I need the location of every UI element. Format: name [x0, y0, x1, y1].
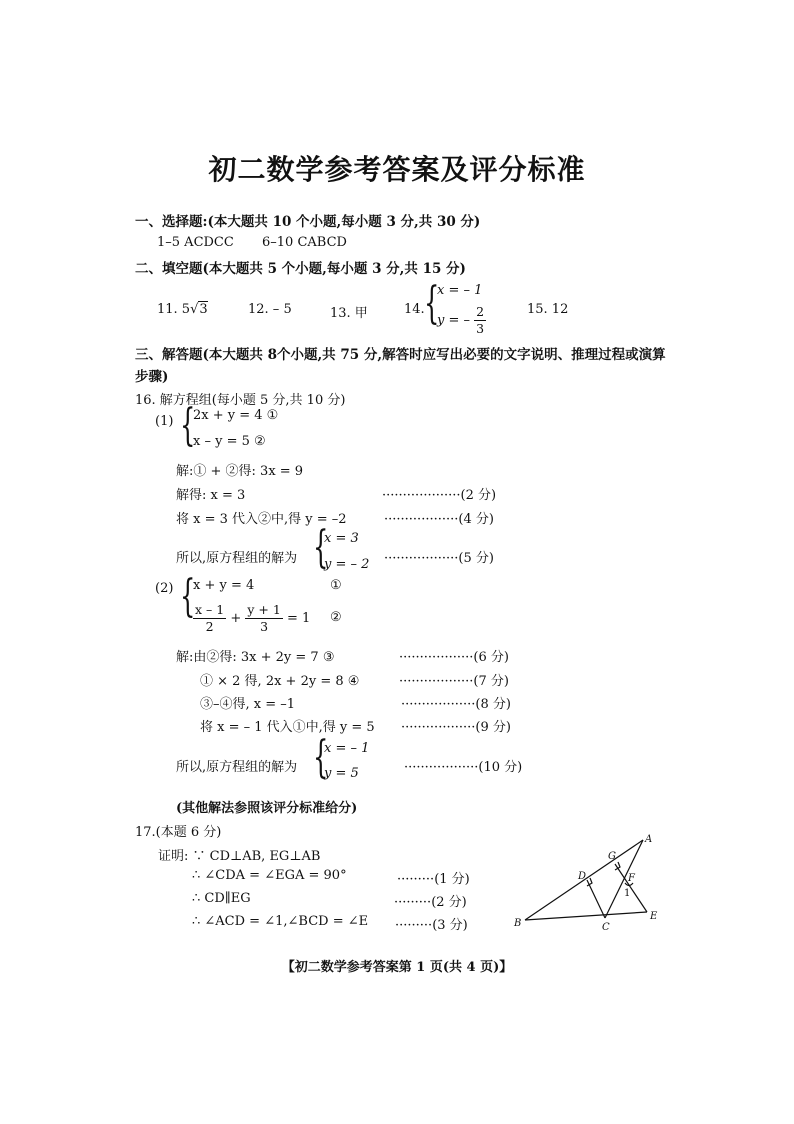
- q17-label: 17.(本题 6 分): [135, 825, 222, 840]
- q16-part2-eq1-mark: ①: [330, 578, 342, 593]
- q16-part2-eq2-mark: ②: [330, 610, 342, 625]
- q16-part2-frac1-num: x – 1: [195, 602, 225, 617]
- q17-line4: ∴ ∠ACD = ∠1,∠BCD = ∠E: [192, 914, 369, 929]
- q16-part1-eq2: x – y = 5 ②: [193, 434, 266, 449]
- answer-14-brace: {: [424, 278, 440, 329]
- q16-part2-eq2: [193, 602, 310, 635]
- answer-15: 15. 12: [527, 302, 569, 317]
- section3-heading-line1: 三、解答题(本大题共 8个小题,共 75 分,解答时应写出必要的文字说明、推理过程或演算: [135, 347, 666, 363]
- q17-line3-score: ·········(2 分): [394, 895, 467, 910]
- q16-part2-brace: {: [180, 571, 196, 622]
- section1-heading: 一、选择题:(本大题共 10 个小题,每小题 3 分,共 30 分): [135, 214, 481, 230]
- answer-14-line2: [437, 304, 486, 337]
- label-B: B: [514, 918, 522, 929]
- segment-BE: [525, 912, 647, 920]
- q16-part1-label: (1): [155, 414, 174, 429]
- answer-11: [157, 302, 208, 317]
- q16-part1-step4-score: ··················(5 分): [384, 551, 494, 566]
- label-C: C: [602, 922, 610, 933]
- q16-part2-frac1: [193, 602, 226, 635]
- page-footer: 【初二数学参考答案第 1 页(共 4 页)】: [281, 960, 513, 975]
- q17-line3: ∴ CD∥EG: [192, 891, 251, 906]
- answer-11-prefix: 11. 5: [157, 302, 191, 317]
- label-angle-1: 1: [624, 888, 631, 899]
- q16-part1-solution-brace: {: [313, 522, 329, 573]
- page-title: 初二数学参考答案及评分标准: [208, 153, 586, 186]
- q17-line1: 证明: ∵ CD⊥AB, EG⊥AB: [158, 849, 321, 864]
- answer-14-line1: x = – 1: [437, 283, 483, 298]
- answer-14-fraction: [474, 304, 486, 337]
- q16-label: 16. 解方程组(每小题 5 分,共 10 分): [135, 393, 346, 408]
- q16-part1-eq1: 2x + y = 4 ①: [193, 408, 279, 423]
- q16-part2-step3-score: ··················(8 分): [401, 697, 511, 712]
- q16-part2-step5: 所以,原方程组的解为: [176, 760, 298, 775]
- segment-CD: [587, 880, 605, 918]
- answer-14-line2-prefix: y = –: [437, 313, 471, 328]
- q16-part1-step4: 所以,原方程组的解为: [176, 551, 298, 566]
- q16-part2-step1-score: ··················(6 分): [399, 650, 509, 665]
- q16-part2-frac2: [245, 602, 282, 635]
- label-D: D: [578, 871, 587, 882]
- q16-part1-step2-score: ···················(2 分): [382, 488, 497, 503]
- label-F: F: [628, 873, 635, 884]
- q17-line4-score: ·········(3 分): [395, 918, 468, 933]
- radical-sign: √: [190, 302, 199, 317]
- answer-13: 13. 甲: [330, 306, 368, 321]
- q16-part2-label: (2): [155, 581, 174, 596]
- answer-14-denominator: 3: [476, 321, 485, 336]
- section2-heading: 二、填空题(本大题共 5 个小题,每小题 3 分,共 15 分): [135, 261, 466, 277]
- q17-line2-score: ·········(1 分): [397, 872, 470, 887]
- q16-part1-brace: {: [180, 400, 196, 451]
- q16-part2-solution-brace: {: [313, 732, 329, 783]
- answer-14-label: 14.: [404, 302, 425, 317]
- section1-answers-1-5: 1–5 ACDCC: [157, 235, 234, 250]
- q16-part2-step3: ③–④得, x = –1: [200, 697, 296, 712]
- q16-part2-plus: +: [230, 611, 242, 626]
- answer-11-radicand: 3: [199, 302, 208, 317]
- q16-part2-frac1-den: 2: [205, 619, 214, 634]
- q16-part2-eq1: x + y = 4: [193, 578, 255, 593]
- answer-12: 12. – 5: [248, 302, 292, 317]
- q16-part2-eq2-rhs: = 1: [286, 611, 311, 626]
- q16-part2-frac2-den: 3: [260, 619, 269, 634]
- q16-part1-step3-score: ··················(4 分): [384, 512, 494, 527]
- answer-14-numerator: 2: [476, 304, 485, 319]
- q17-line2: ∴ ∠CDA = ∠EGA = 90°: [192, 868, 347, 883]
- section3-heading-line2: 步骤): [135, 369, 169, 385]
- section1-answers-6-10: 6–10 CABCD: [262, 235, 347, 250]
- label-E: E: [650, 911, 658, 922]
- q16-part2-step2: ① × 2 得, 2x + 2y = 8 ④: [200, 674, 360, 689]
- q16-part2-step5-score: ··················(10 分): [404, 760, 523, 775]
- q16-part2-step1: 解:由②得: 3x + 2y = 7 ③: [176, 650, 335, 665]
- q16-part2-step4: 将 x = – 1 代入①中,得 y = 5: [200, 720, 375, 735]
- geometry-figure: [505, 828, 670, 936]
- q16-part1-step1: 解:① + ②得: 3x = 9: [176, 464, 304, 479]
- q16-part2-solution-x: x = – 1: [324, 741, 370, 756]
- q16-note: (其他解法参照该评分标准给分): [176, 801, 358, 816]
- q16-part2-solution-y: y = 5: [324, 766, 359, 781]
- q16-part1-step2: 解得: x = 3: [176, 488, 246, 503]
- q16-part2-frac2-num: y + 1: [247, 602, 281, 617]
- label-G: G: [608, 851, 616, 862]
- q16-part1-step3: 将 x = 3 代入②中,得 y = –2: [176, 512, 347, 527]
- q16-part1-solution-y: y = – 2: [324, 557, 370, 572]
- q16-part2-step2-score: ··················(7 分): [399, 674, 509, 689]
- q16-part1-solution-x: x = 3: [324, 531, 359, 546]
- label-A: A: [645, 834, 653, 845]
- q16-part2-step4-score: ··················(9 分): [401, 720, 511, 735]
